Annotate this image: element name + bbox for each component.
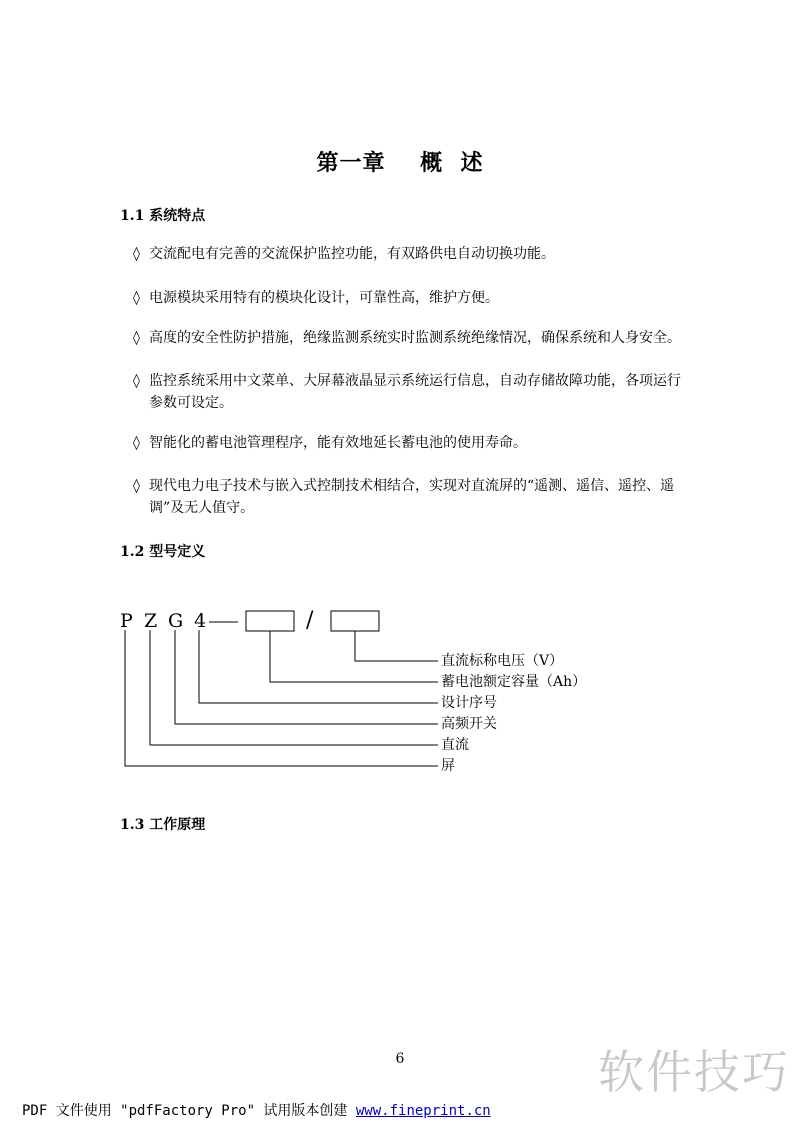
bullet-text: 交流配电有完善的交流保护监控功能，有双路供电自动切换功能。 [149,246,555,262]
capacity-code-box [246,611,294,631]
diamond-bullet-icon: ◊ [133,373,140,389]
section-heading-1-2: 1.2 型号定义 [120,544,206,560]
bullet-text: 现代电力电子技术与嵌入式控制技术相结合，实现对直流屏的“遥测、遥信、遥控、遥 [149,478,675,494]
bullet-text: 监控系统采用中文菜单、大屏幕液晶显示系统运行信息，自动存储故障功能，各项运行 [149,373,681,389]
diamond-bullet-icon: ◊ [133,290,140,306]
diamond-bullet-icon: ◊ [133,330,140,346]
model-letter-p: P [120,610,133,632]
model-letter-g: G [168,610,184,632]
bullet-text: 电源模块采用特有的模块化设计，可靠性高，维护方便。 [149,290,499,306]
leader-line-capacity [270,631,438,682]
footer-link[interactable]: www.fineprint.cn [355,1103,491,1119]
diamond-bullet-icon: ◊ [133,246,140,262]
label-dc: 直流 [441,737,469,753]
diamond-bullet-icon: ◊ [133,478,140,494]
leader-line-screen [125,630,438,766]
page-number: 6 [395,1051,405,1067]
label-battery-capacity: 蓄电池额定容量（Ah） [441,674,587,690]
leader-line-dc [150,630,438,745]
voltage-code-box [331,611,379,631]
bullet-text-continuation: 参数可设定。 [149,395,233,411]
leader-line-voltage [355,631,438,661]
diamond-bullet-icon: ◊ [133,435,140,451]
bullet-text: 高度的安全性防护措施，绝缘监测系统实时监测系统绝缘情况，确保系统和人身安全。 [149,330,681,346]
label-high-frequency-switch: 高频开关 [441,716,497,732]
watermark: 软件技巧 [598,1045,790,1099]
footer-text: PDF 文件使用 "pdfFactory Pro" 试用版本创建 [22,1103,356,1119]
model-digit-4: 4 [194,610,207,632]
leader-line-design-number [199,630,438,703]
model-slash: / [306,608,314,633]
leader-line-high-frequency [175,630,438,724]
section-heading-1-1: 1.1 系统特点 [120,208,206,224]
model-letter-z: Z [144,610,158,632]
label-rated-voltage: 直流标称电压（V） [441,653,564,669]
pdf-footer [22,1100,491,1120]
label-design-number: 设计序号 [441,695,497,711]
chapter-title: 第一章 概 述 [316,150,484,176]
section-heading-1-3: 1.3 工作原理 [120,817,206,833]
bullet-text-continuation: 调”及无人值守。 [149,500,255,516]
bullet-text: 智能化的蓄电池管理程序，能有效地延长蓄电池的使用寿命。 [149,435,527,451]
label-screen: 屏 [441,758,455,774]
